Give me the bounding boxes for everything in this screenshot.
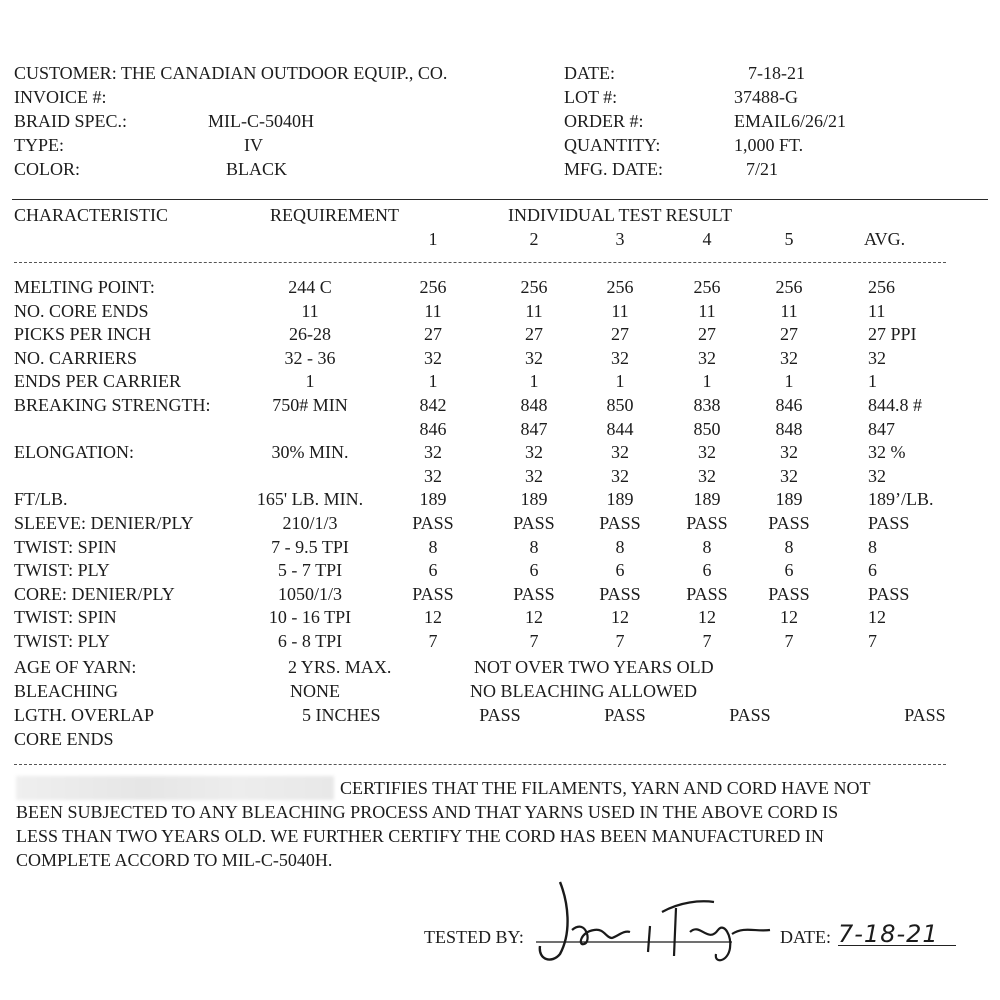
- row-result: 850: [606, 395, 634, 415]
- certification-divider: [14, 764, 946, 765]
- row-result: PASS: [513, 584, 555, 604]
- row-result: 32: [780, 466, 798, 486]
- row-result: PASS: [686, 584, 728, 604]
- row-result: 189: [775, 489, 803, 509]
- row-result: PASS: [513, 513, 555, 533]
- row-result: 846: [419, 419, 447, 439]
- cert-line-4: COMPLETE ACCORD TO MIL-C-5040H.: [16, 850, 333, 870]
- bleaching-result: NO BLEACHING ALLOWED: [470, 681, 697, 701]
- row-result: 7: [784, 631, 794, 651]
- row-result: 1: [428, 371, 438, 391]
- row-requirement: 26-28: [289, 324, 331, 344]
- row-characteristic: PICKS PER INCH: [14, 324, 152, 344]
- row-characteristic: BREAKING STRENGTH:: [14, 395, 211, 415]
- row-average: 1: [868, 371, 877, 391]
- row-result: 32: [611, 466, 629, 486]
- type-value: IV: [244, 135, 263, 155]
- bleaching-requirement: NONE: [290, 681, 340, 701]
- row-result: 8: [428, 537, 438, 557]
- row-result: PASS: [686, 513, 728, 533]
- lot-label: LOT #:: [564, 87, 618, 107]
- row-result: 189: [520, 489, 548, 509]
- row-requirement: 165' LB. MIN.: [256, 489, 364, 509]
- overlap-result: PASS: [479, 705, 521, 725]
- row-result: 848: [520, 395, 548, 415]
- row-result: 6: [784, 560, 794, 580]
- row-requirement: 5 - 7 TPI: [277, 560, 343, 580]
- mfg-date-label: MFG. DATE:: [564, 159, 664, 179]
- row-characteristic: NO. CARRIERS: [14, 348, 138, 368]
- row-average: 11: [868, 301, 886, 321]
- date-value: 7-18-21: [748, 63, 805, 83]
- row-characteristic: FT/LB.: [14, 489, 68, 509]
- col-avg: AVG.: [864, 229, 906, 249]
- quantity-label: QUANTITY:: [564, 135, 661, 155]
- col-num: 4: [702, 229, 712, 249]
- row-average: 32: [868, 348, 886, 368]
- bleaching-label: BLEACHING: [14, 681, 118, 701]
- row-result: 12: [698, 607, 716, 627]
- row-requirement: 11: [301, 301, 319, 321]
- row-result: 12: [424, 607, 442, 627]
- col-results: INDIVIDUAL TEST RESULT: [508, 205, 732, 225]
- braid-spec-value: MIL-C-5040H: [208, 111, 314, 131]
- row-average: 8: [868, 537, 877, 557]
- row-result: PASS: [599, 584, 641, 604]
- row-result: PASS: [768, 513, 810, 533]
- row-requirement: 750# MIN: [272, 395, 348, 415]
- row-result: 32: [525, 466, 543, 486]
- row-result: 11: [698, 301, 716, 321]
- row-characteristic: TWIST: PLY: [14, 631, 110, 651]
- row-result: 32: [780, 348, 798, 368]
- row-characteristic: NO. CORE ENDS: [14, 301, 149, 321]
- row-result: 1: [529, 371, 539, 391]
- order-value: EMAIL6/26/21: [734, 111, 846, 131]
- row-characteristic: TWIST: SPIN: [14, 537, 117, 557]
- date-label: DATE:: [564, 63, 615, 83]
- row-result: 32: [424, 466, 442, 486]
- row-average: 6: [868, 560, 877, 580]
- row-result: 6: [529, 560, 539, 580]
- row-result: 27: [780, 324, 798, 344]
- row-result: 256: [775, 277, 803, 297]
- row-result: 27: [611, 324, 629, 344]
- row-requirement: 6 - 8 TPI: [277, 631, 343, 651]
- row-result: 1: [615, 371, 625, 391]
- row-result: 32: [611, 348, 629, 368]
- redacted-company-name: [16, 776, 334, 800]
- row-result: 7: [529, 631, 539, 651]
- row-result: 189: [419, 489, 447, 509]
- row-average: 32 %: [868, 442, 906, 462]
- row-average: 847: [868, 419, 895, 439]
- footer-date-value: 7-18-21: [838, 920, 939, 948]
- row-result: 7: [702, 631, 712, 651]
- row-result: 27: [525, 324, 543, 344]
- age-result: NOT OVER TWO YEARS OLD: [474, 657, 714, 677]
- cert-line-2: BEEN SUBJECTED TO ANY BLEACHING PROCESS AND THAT YARNS USED IN THE ABOVE CORD IS: [16, 802, 839, 822]
- row-result: 189: [693, 489, 721, 509]
- row-result: 32: [780, 442, 798, 462]
- row-requirement: 1: [305, 371, 315, 391]
- row-characteristic: TWIST: PLY: [14, 560, 110, 580]
- overlap-requirement: 5 INCHES: [302, 705, 381, 725]
- row-result: 32: [525, 442, 543, 462]
- row-result: 32: [525, 348, 543, 368]
- row-result: 32: [698, 348, 716, 368]
- row-result: 32: [611, 442, 629, 462]
- mfg-date-value: 7/21: [746, 159, 779, 179]
- footer-date-line: [838, 945, 956, 946]
- row-result: 11: [780, 301, 798, 321]
- braid-spec-label: BRAID SPEC.:: [14, 111, 128, 131]
- row-result: 189: [606, 489, 634, 509]
- row-result: 844: [606, 419, 634, 439]
- row-requirement: 210/1/3: [282, 513, 338, 533]
- row-result: 11: [611, 301, 629, 321]
- row-requirement: 30% MIN.: [271, 442, 349, 462]
- row-result: 847: [520, 419, 548, 439]
- footer-date-label: DATE:: [780, 927, 831, 947]
- row-characteristic: ENDS PER CARRIER: [14, 371, 182, 391]
- row-requirement: 7 - 9.5 TPI: [271, 537, 349, 557]
- row-result: 6: [428, 560, 438, 580]
- color-value: BLACK: [226, 159, 288, 179]
- row-result: 12: [525, 607, 543, 627]
- row-result: 6: [615, 560, 625, 580]
- row-result: PASS: [412, 513, 454, 533]
- row-result: 8: [702, 537, 712, 557]
- row-average: PASS: [868, 584, 910, 604]
- tested-by-label: TESTED BY:: [424, 927, 524, 947]
- row-result: 1: [784, 371, 794, 391]
- row-result: PASS: [412, 584, 454, 604]
- signature: [500, 872, 790, 972]
- row-result: 8: [529, 537, 539, 557]
- overlap-result: PASS: [604, 705, 646, 725]
- row-result: 838: [693, 395, 721, 415]
- row-result: 12: [611, 607, 629, 627]
- row-result: 8: [784, 537, 794, 557]
- quantity-value: 1,000 FT.: [734, 135, 804, 155]
- col-num: 1: [428, 229, 438, 249]
- row-average: 844.8 #: [868, 395, 922, 415]
- age-label: AGE OF YARN:: [14, 657, 137, 677]
- overlap-label: LGTH. OVERLAP: [14, 705, 154, 725]
- order-label: ORDER #:: [564, 111, 644, 131]
- row-average: 256: [868, 277, 895, 297]
- row-result: 7: [615, 631, 625, 651]
- row-result: 850: [693, 419, 721, 439]
- overlap-label-2: CORE ENDS: [14, 729, 114, 749]
- row-characteristic: CORE: DENIER/PLY: [14, 584, 175, 604]
- cert-line-3: LESS THAN TWO YEARS OLD. WE FURTHER CERTIFY THE CORD HAS BEEN MANUFACTURED IN: [16, 826, 824, 846]
- row-requirement: 1050/1/3: [277, 584, 343, 604]
- row-result: 256: [520, 277, 548, 297]
- header-divider: [12, 199, 988, 200]
- row-result: 846: [775, 395, 803, 415]
- type-label: TYPE:: [14, 135, 65, 155]
- row-result: 7: [428, 631, 438, 651]
- row-characteristic: ELONGATION:: [14, 442, 134, 462]
- row-requirement: 32 - 36: [284, 348, 336, 368]
- row-result: 32: [424, 442, 442, 462]
- row-requirement: 244 C: [288, 277, 332, 297]
- row-result: 32: [698, 442, 716, 462]
- row-result: 6: [702, 560, 712, 580]
- row-average: PASS: [868, 513, 910, 533]
- row-result: 32: [424, 348, 442, 368]
- row-average: 27 PPI: [868, 324, 917, 344]
- color-label: COLOR:: [14, 159, 81, 179]
- row-result: 27: [424, 324, 442, 344]
- row-average: 12: [868, 607, 886, 627]
- row-result: 11: [525, 301, 543, 321]
- cert-line-1: CERTIFIES THAT THE FILAMENTS, YARN AND CORD HAVE NOT: [340, 778, 871, 798]
- age-requirement: 2 YRS. MAX.: [288, 657, 392, 677]
- row-result: 12: [780, 607, 798, 627]
- customer-line: CUSTOMER: THE CANADIAN OUTDOOR EQUIP., CO.: [14, 63, 448, 83]
- col-requirement: REQUIREMENT: [270, 205, 399, 225]
- row-result: 27: [698, 324, 716, 344]
- row-result: 256: [693, 277, 721, 297]
- row-characteristic: TWIST: SPIN: [14, 607, 117, 627]
- row-result: 256: [606, 277, 634, 297]
- row-result: 8: [615, 537, 625, 557]
- row-requirement: 10 - 16 TPI: [268, 607, 352, 627]
- invoice-label: INVOICE #:: [14, 87, 107, 107]
- col-num: 5: [784, 229, 794, 249]
- row-result: 11: [424, 301, 442, 321]
- row-result: 32: [698, 466, 716, 486]
- row-result: PASS: [768, 584, 810, 604]
- row-result: 256: [419, 277, 447, 297]
- row-result: PASS: [599, 513, 641, 533]
- row-average: 7: [868, 631, 877, 651]
- table-divider: [14, 262, 946, 263]
- row-result: 1: [702, 371, 712, 391]
- col-characteristic: CHARACTERISTIC: [14, 205, 169, 225]
- row-characteristic: SLEEVE: DENIER/PLY: [14, 513, 194, 533]
- col-num: 3: [615, 229, 625, 249]
- certification-text: [16, 776, 966, 872]
- row-result: 848: [775, 419, 803, 439]
- row-average: 32: [868, 466, 886, 486]
- overlap-result: PASS: [729, 705, 771, 725]
- lot-value: 37488-G: [734, 87, 798, 107]
- row-average: 189’/LB.: [868, 489, 934, 509]
- col-num: 2: [529, 229, 539, 249]
- row-result: 842: [419, 395, 447, 415]
- overlap-result: PASS: [904, 705, 946, 725]
- row-characteristic: MELTING POINT:: [14, 277, 155, 297]
